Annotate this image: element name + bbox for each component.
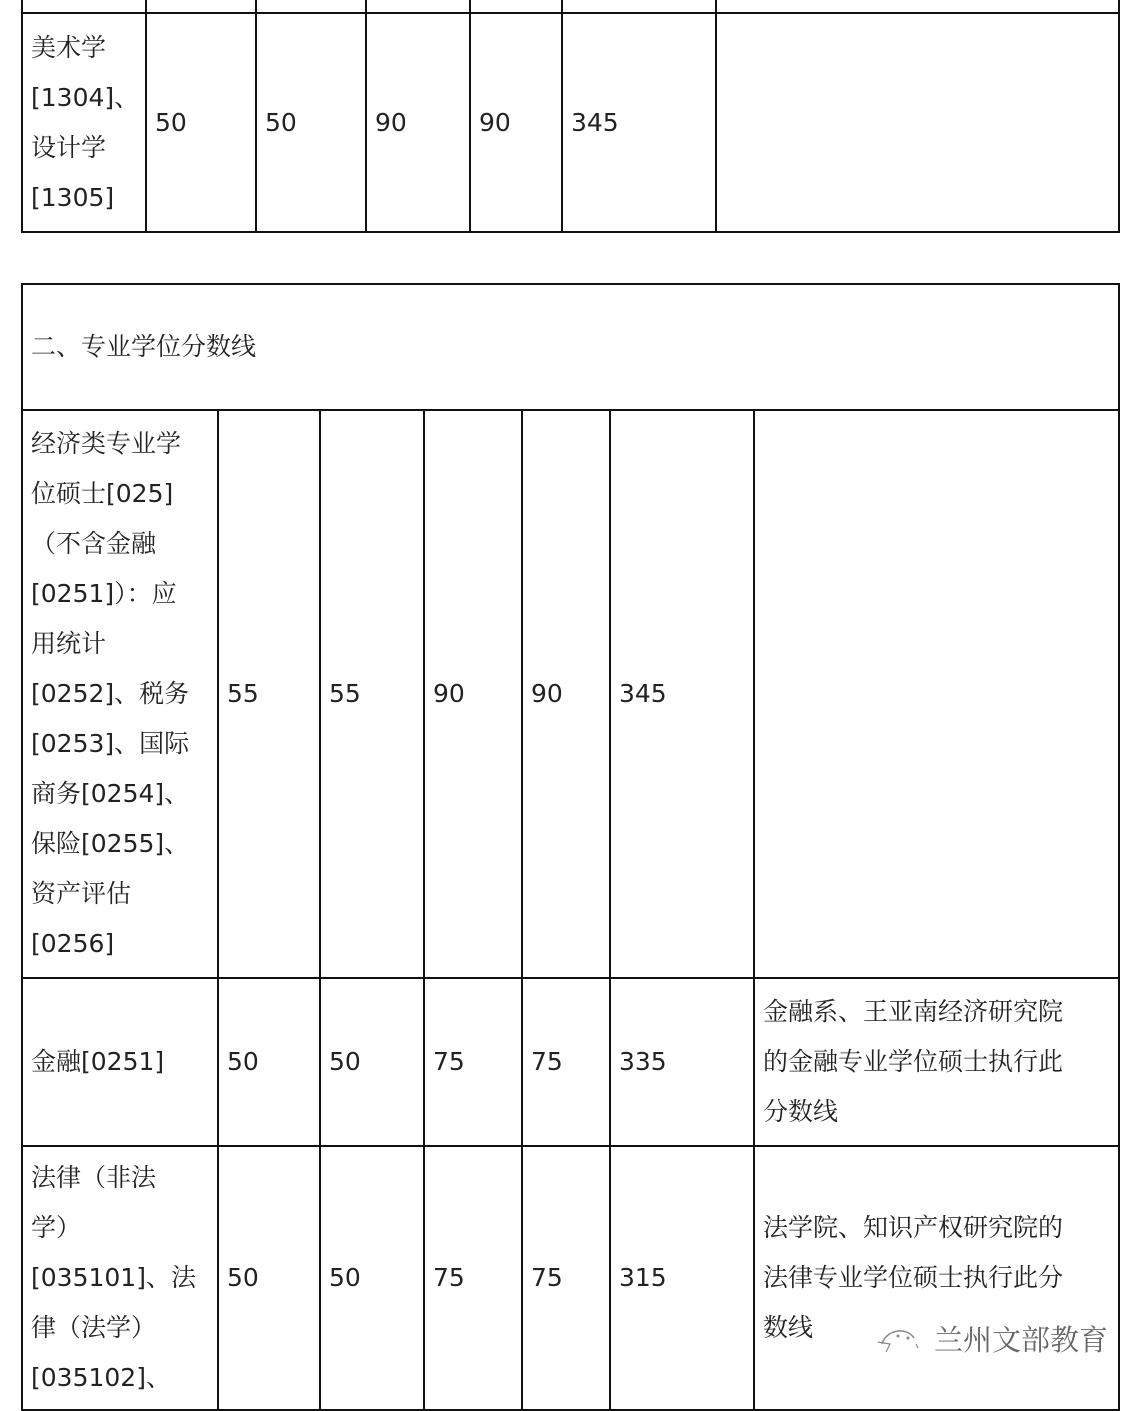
score-value: 50 xyxy=(155,107,187,137)
note-line: 的金融专业学位硕士执行此 xyxy=(763,1047,1064,1076)
subject-line: 位硕士[025] xyxy=(31,479,174,508)
subject-line: 设计学 xyxy=(31,132,107,162)
score-value: 50 xyxy=(227,1263,259,1292)
subject-cell xyxy=(21,409,219,979)
score-value: 90 xyxy=(375,107,407,137)
score-cell xyxy=(255,12,367,233)
watermark-text: 兰州文部教育 xyxy=(934,1323,1109,1357)
score-cell xyxy=(423,977,523,1147)
score-cell xyxy=(319,409,425,979)
score-cell xyxy=(521,977,611,1147)
score-value: 75 xyxy=(433,1047,465,1076)
score-value: 55 xyxy=(227,679,259,708)
score-cell xyxy=(319,1145,425,1411)
note-cell xyxy=(753,409,1120,979)
subject-line: 经济类专业学 xyxy=(31,429,182,458)
subject-line: [0251]）：应 xyxy=(31,579,177,608)
subject-line: （不含金融 xyxy=(31,529,157,558)
total-score-cell xyxy=(609,1145,755,1411)
subject-cell xyxy=(21,12,147,233)
score-cell xyxy=(319,977,425,1147)
note-line: 法律专业学位硕士执行此分 xyxy=(763,1263,1064,1292)
total-score-cell xyxy=(561,12,717,233)
subject-line: 保险[0255]、 xyxy=(31,829,190,858)
section-header xyxy=(21,283,1120,411)
score-value: 90 xyxy=(531,679,563,708)
subject-line: 金融[0251] xyxy=(31,1047,165,1076)
subject-line: 学） xyxy=(31,1213,82,1242)
score-cell xyxy=(521,1145,611,1411)
note-cell xyxy=(715,12,1120,233)
score-value: 90 xyxy=(479,107,511,137)
subject-line: [0252]、税务 xyxy=(31,679,190,708)
score-cell xyxy=(365,12,471,233)
score-value: 75 xyxy=(531,1047,563,1076)
section-title: 二、专业学位分数线 xyxy=(31,332,257,361)
subject-line: [035101]、法 xyxy=(31,1263,196,1292)
score-cell xyxy=(217,977,321,1147)
subject-line: [0253]、国际 xyxy=(31,729,190,758)
wechat-icon xyxy=(876,1322,924,1356)
score-cell xyxy=(423,409,523,979)
score-value: 345 xyxy=(619,679,667,708)
score-value: 50 xyxy=(329,1263,361,1292)
subject-line: 资产评估 xyxy=(31,879,132,908)
score-cell xyxy=(423,1145,523,1411)
watermark xyxy=(876,1318,1108,1359)
subject-line: 美术学 xyxy=(31,32,107,62)
subject-line: [1305] xyxy=(31,182,115,212)
total-score-cell xyxy=(609,977,755,1147)
score-value: 75 xyxy=(531,1263,563,1292)
note-line: 数线 xyxy=(763,1313,814,1342)
score-cell xyxy=(217,1145,321,1411)
note-cell xyxy=(753,1145,1120,1411)
score-value: 50 xyxy=(265,107,297,137)
note-cell xyxy=(753,977,1120,1147)
subject-cell xyxy=(21,1145,219,1411)
note-line: 金融系、王亚南经济研究院 xyxy=(763,997,1064,1026)
score-value: 50 xyxy=(227,1047,259,1076)
score-cell xyxy=(521,409,611,979)
score-cell xyxy=(469,12,563,233)
subject-line: 法律（非法 xyxy=(31,1163,157,1192)
total-score-cell xyxy=(609,409,755,979)
score-value: 55 xyxy=(329,679,361,708)
subject-line: 律（法学） xyxy=(31,1313,157,1342)
subject-line: [0256] xyxy=(31,929,115,958)
score-value: 345 xyxy=(571,107,619,137)
subject-line: [035102]、 xyxy=(31,1363,171,1392)
score-cell xyxy=(145,12,257,233)
score-value: 50 xyxy=(329,1047,361,1076)
score-value: 335 xyxy=(619,1047,667,1076)
score-value: 90 xyxy=(433,679,465,708)
score-cell xyxy=(217,409,321,979)
note-line: 法学院、知识产权研究院的 xyxy=(763,1213,1064,1242)
score-value: 315 xyxy=(619,1263,667,1292)
subject-line: [1304]、 xyxy=(31,82,140,112)
subject-cell xyxy=(21,977,219,1147)
subject-line: 商务[0254]、 xyxy=(31,779,190,808)
subject-line: 用统计 xyxy=(31,629,107,658)
score-value: 75 xyxy=(433,1263,465,1292)
note-line: 分数线 xyxy=(763,1097,839,1126)
